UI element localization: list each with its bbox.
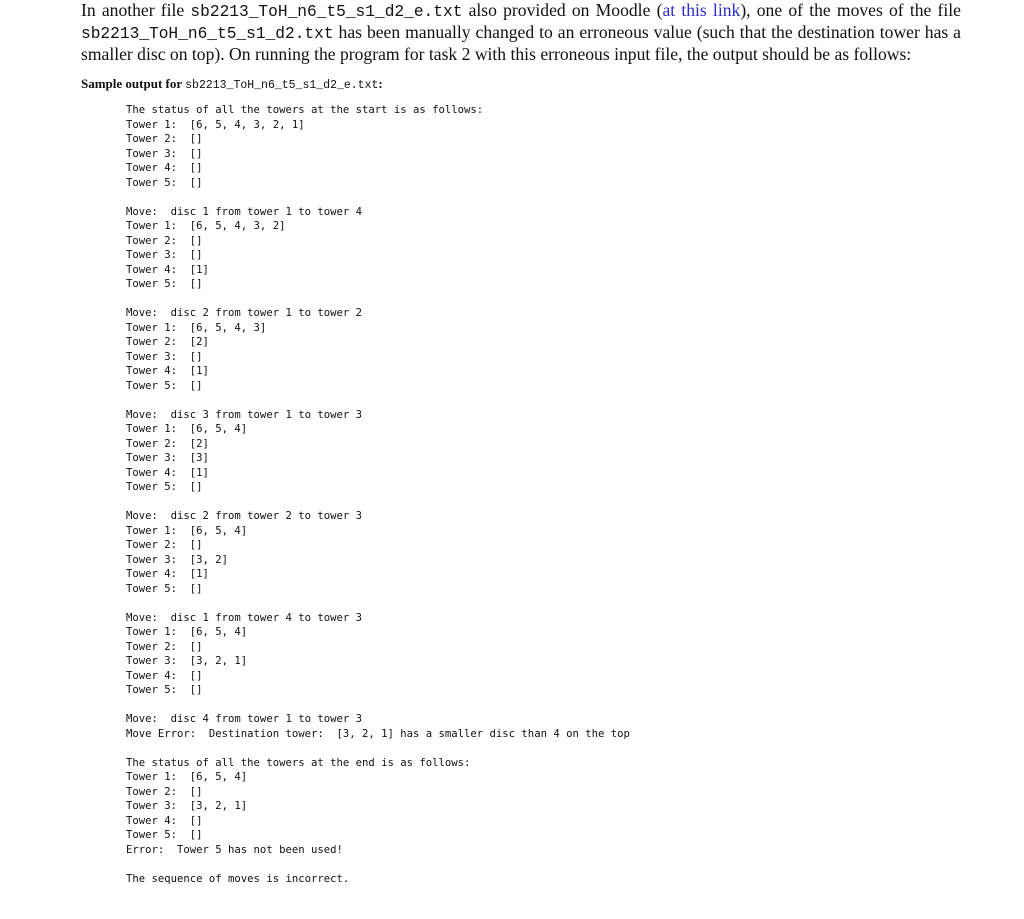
document-page xyxy=(81,0,961,886)
output-line: Tower 5: [] xyxy=(126,582,203,595)
output-line: Tower 3: [3, 2] xyxy=(126,553,229,566)
output-line: Tower 1: [6, 5, 4] xyxy=(126,524,248,537)
output-line: Tower 3: [] xyxy=(126,147,203,160)
output-line: Tower 2: [] xyxy=(126,234,203,247)
block-spacer xyxy=(126,190,961,205)
output-line: Tower 5: [] xyxy=(126,684,203,697)
output-line: Tower 2: [2] xyxy=(126,437,209,450)
output-line: Tower 1: [6, 5, 4, 3, 2] xyxy=(126,220,286,233)
output-line: Move: disc 3 from tower 1 to tower 3 xyxy=(126,408,362,421)
block-spacer xyxy=(126,698,961,713)
output-line: Tower 3: [3, 2, 1] xyxy=(126,655,248,668)
output-line: Tower 5: [] xyxy=(126,176,203,189)
output-line: Tower 1: [6, 5, 4] xyxy=(126,423,248,436)
output-line: Tower 1: [6, 5, 4, 3, 2, 1] xyxy=(126,118,305,131)
intro-paragraph xyxy=(81,0,961,64)
output-line: Error: Tower 5 has not been used! xyxy=(126,843,343,856)
erroneous-filename: sb2213_ToH_n6_t5_s1_d2_e.txt xyxy=(190,3,463,21)
output-line: Tower 4: [1] xyxy=(126,263,209,276)
caption-colon: : xyxy=(378,76,383,92)
caption-filename: sb2213_ToH_n6_t5_s1_d2_e.txt xyxy=(185,79,379,93)
output-line: Tower 2: [] xyxy=(126,539,203,552)
output-line: Move: disc 4 from tower 1 to tower 3 xyxy=(126,713,362,726)
sample-output-caption xyxy=(81,75,961,94)
output-line: Tower 3: [] xyxy=(126,350,203,363)
output-line: Tower 4: [1] xyxy=(126,365,209,378)
output-line: Tower 3: [] xyxy=(126,249,203,262)
output-line: Tower 1: [6, 5, 4, 3] xyxy=(126,321,267,334)
output-line: Tower 1: [6, 5, 4] xyxy=(126,771,248,784)
output-line: Tower 2: [2] xyxy=(126,336,209,349)
caption-label: Sample output for xyxy=(81,76,186,92)
output-line: Tower 4: [] xyxy=(126,669,203,682)
output-line: Tower 5: [] xyxy=(126,829,203,842)
output-line: Tower 4: [1] xyxy=(126,568,209,581)
block-spacer xyxy=(126,857,961,872)
output-line: Tower 4: [1] xyxy=(126,466,209,479)
output-line: The sequence of moves is incorrect. xyxy=(126,872,350,885)
output-line: Tower 3: [3] xyxy=(126,452,209,465)
output-line: Tower 1: [6, 5, 4] xyxy=(126,626,248,639)
output-line: Move: disc 2 from tower 2 to tower 3 xyxy=(126,510,362,523)
block-spacer xyxy=(126,292,961,307)
moodle-link[interactable]: at this link xyxy=(662,0,741,20)
output-line: Tower 5: [] xyxy=(126,481,203,494)
output-line: Tower 4: [] xyxy=(126,162,203,175)
block-spacer xyxy=(126,741,961,756)
output-line: The status of all the towers at the end is as follows: xyxy=(126,756,471,769)
output-line: Move Error: Destination tower: [3, 2, 1] has a smaller disc than 4 on the top xyxy=(126,727,630,740)
intro-text-4: has been manually changed to an erroneous value (such that the destination tower has a smaller disc on top). On running the program for task 2 with this erroneous input file, the output should be as follows: xyxy=(81,21,961,64)
block-spacer xyxy=(126,495,961,510)
output-line: Tower 4: [] xyxy=(126,814,203,827)
output-line: The status of all the towers at the start is as follows: xyxy=(126,104,484,117)
intro-text-2: also provided on Moodle ( xyxy=(462,0,663,20)
block-spacer xyxy=(126,596,961,611)
output-line: Move: disc 1 from tower 4 to tower 3 xyxy=(126,611,362,624)
output-line: Tower 5: [] xyxy=(126,278,203,291)
original-filename: sb2213_ToH_n6_t5_s1_d2.txt xyxy=(81,24,334,43)
output-line: Move: disc 1 from tower 1 to tower 4 xyxy=(126,205,362,218)
block-spacer xyxy=(126,393,961,408)
output-line: Tower 2: [] xyxy=(126,785,203,798)
output-line: Move: disc 2 from tower 1 to tower 2 xyxy=(126,307,362,320)
intro-text-1: In another file xyxy=(81,0,191,20)
sample-output-listing xyxy=(126,103,961,886)
output-line: Tower 5: [] xyxy=(126,379,203,392)
output-line: Tower 2: [] xyxy=(126,133,203,146)
output-line: Tower 2: [] xyxy=(126,640,203,653)
output-line: Tower 3: [3, 2, 1] xyxy=(126,800,248,813)
intro-text-3: ), one of the moves of the file xyxy=(740,0,961,20)
